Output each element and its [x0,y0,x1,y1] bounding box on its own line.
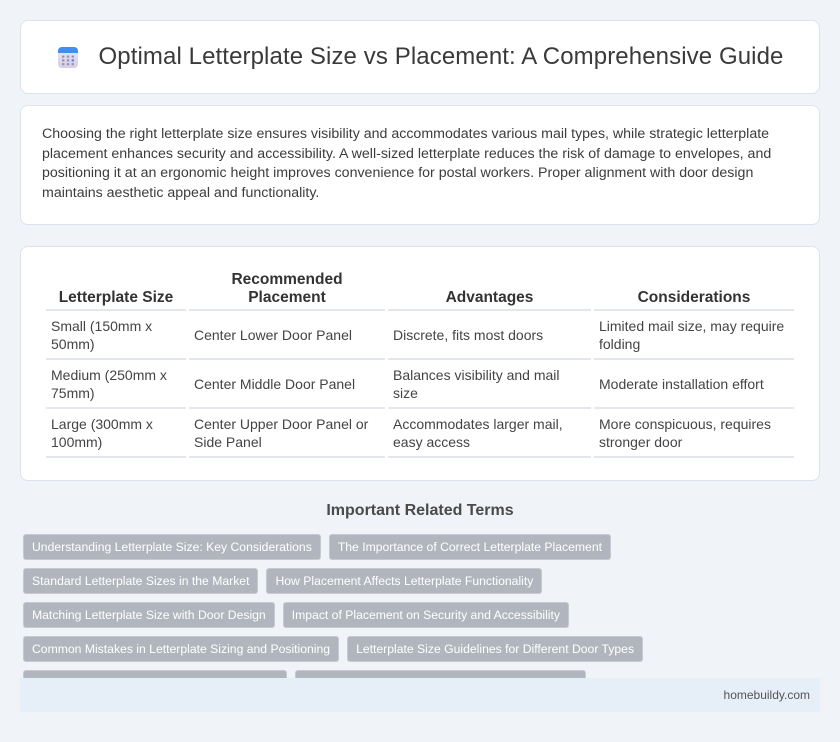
related-term-tag[interactable]: Standard Letterplate Sizes in the Market [23,568,258,594]
cell-placement: Center Lower Door Panel [189,311,385,360]
cell-advantages: Discrete, fits most doors [388,311,591,360]
comparison-table-card [20,246,820,481]
cell-placement: Center Middle Door Panel [189,360,385,409]
comparison-table [43,269,797,458]
related-term-tag[interactable]: Impact of Placement on Security and Accessibility [283,602,569,628]
cell-considerations: Moderate installation effort [594,360,794,409]
page-title: Optimal Letterplate Size vs Placement: A Comprehensive Guide [98,43,784,70]
related-term-tag[interactable]: Common Mistakes in Letterplate Sizing and Positioning [23,636,339,662]
footer [20,678,820,712]
related-term-tag[interactable]: Letterplate Size Guidelines for Different Door Types [347,636,643,662]
related-terms-list [20,534,800,696]
table-row [46,311,794,360]
cell-size: Medium (250mm x 75mm) [46,360,186,409]
cell-size: Small (150mm x 50mm) [46,311,186,360]
header-card [20,20,820,94]
table-header-row [46,269,794,311]
intro-card [20,105,820,225]
related-terms-heading: Important Related Terms [326,502,514,520]
related-term-tag[interactable]: Matching Letterplate Size with Door Design [23,602,275,628]
intro-paragraph: Choosing the right letterplate size ensures visibility and accommodates various mail types, while strategic letterplate placement enhances security and accessibility. A well-sized letterplate reduces the risk of damage to envelopes, and positioning it at an ergonomic height improves convenience for postal workers. Proper alignment with door design maintains aesthetic appeal and functionality. [42,126,772,201]
table-row [46,409,794,458]
calendar-icon [56,45,80,69]
cell-size: Large (300mm x 100mm) [46,409,186,458]
related-term-tag[interactable]: How Placement Affects Letterplate Functionality [266,568,542,594]
cell-advantages: Balances visibility and mail size [388,360,591,409]
column-header-advantages: Advantages [388,269,591,311]
cell-placement: Center Upper Door Panel or Side Panel [189,409,385,458]
related-term-tag[interactable]: Understanding Letterplate Size: Key Considerations [23,534,321,560]
cell-advantages: Accommodates larger mail, easy access [388,409,591,458]
table-row [46,360,794,409]
related-term-tag[interactable]: The Importance of Correct Letterplate Placement [329,534,611,560]
column-header-considerations: Considerations [594,269,794,311]
footer-site-name: homebuildy.com [723,688,810,702]
cell-considerations: More conspicuous, requires stronger door [594,409,794,458]
column-header-size: Letterplate Size [46,269,186,311]
cell-considerations: Limited mail size, may require folding [594,311,794,360]
column-header-placement: Recommended Placement [189,269,385,311]
